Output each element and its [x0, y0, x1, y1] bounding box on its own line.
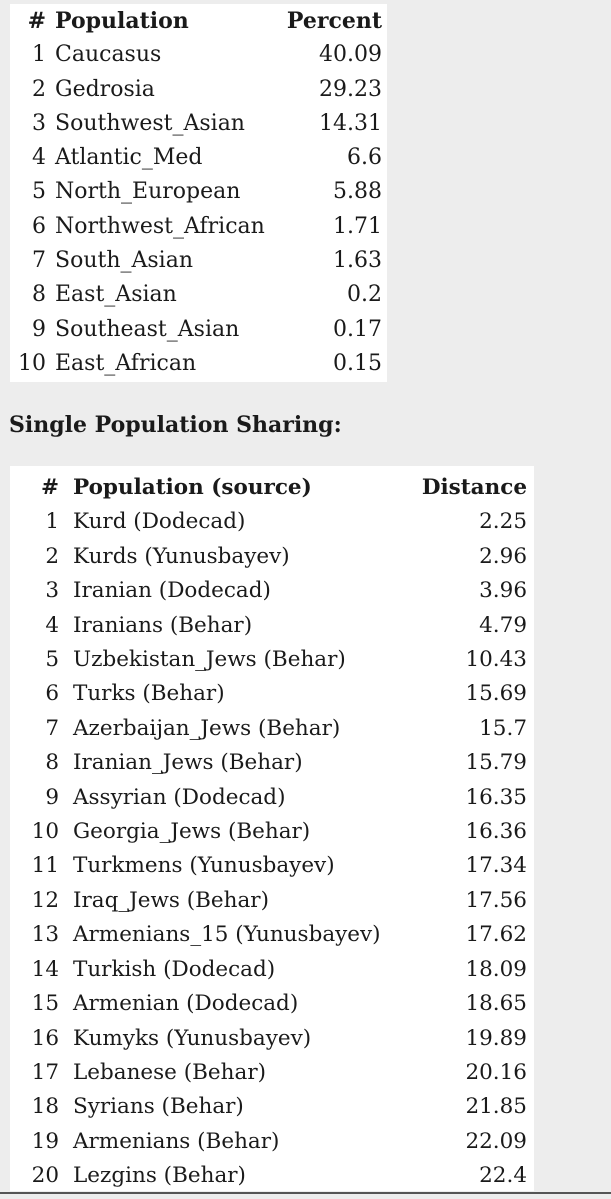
row-value: 0.15	[333, 350, 382, 376]
table-row	[27, 574, 527, 608]
row-value: 17.62	[465, 922, 527, 948]
table-row	[27, 540, 527, 574]
row-number: 2	[32, 76, 46, 102]
ancestry-header-row	[10, 4, 382, 38]
row-value: 1.63	[333, 248, 382, 274]
row-population: Southwest_Asian	[55, 110, 245, 136]
ancestry-table	[10, 4, 382, 381]
row-population: Assyrian (Dodecad)	[73, 784, 286, 810]
row-number: 8	[45, 750, 59, 776]
row-population: East_Asian	[55, 282, 177, 308]
row-population: Kurd (Dodecad)	[73, 509, 246, 535]
row-population: Armenians (Behar)	[73, 1128, 280, 1154]
row-value: 0.17	[333, 316, 382, 342]
row-number: 1	[45, 509, 59, 535]
row-value: 4.79	[479, 612, 527, 638]
row-population: North_European	[55, 179, 241, 205]
row-population: Turkmens (Yunusbayev)	[73, 853, 335, 879]
table-row	[27, 677, 527, 711]
header-number: #	[27, 8, 46, 34]
row-value: 21.85	[465, 1094, 527, 1120]
row-number: 9	[45, 784, 59, 810]
row-population: Turkish (Dodecad)	[73, 956, 276, 982]
row-value: 22.09	[465, 1128, 527, 1154]
table-row	[27, 746, 527, 780]
row-number: 6	[45, 681, 59, 707]
row-population: Kumyks (Yunusbayev)	[73, 1025, 312, 1051]
row-number: 10	[31, 819, 59, 845]
row-number: 1	[32, 42, 46, 68]
row-value: 16.36	[465, 819, 527, 845]
row-population: Kurds (Yunusbayev)	[73, 543, 290, 569]
row-value: 17.56	[465, 887, 527, 913]
table-row	[27, 1159, 527, 1193]
row-number: 6	[32, 213, 46, 239]
row-number: 16	[31, 1025, 59, 1051]
section-title: Single Population Sharing:	[9, 412, 342, 438]
row-population: Armenian (Dodecad)	[73, 991, 299, 1017]
bottom-divider	[0, 1192, 611, 1194]
row-number: 7	[32, 248, 46, 274]
row-value: 3.96	[479, 578, 527, 604]
row-population: Uzbekistan_Jews (Behar)	[73, 647, 346, 673]
row-number: 3	[32, 110, 46, 136]
row-population: Iranian_Jews (Behar)	[73, 750, 303, 776]
row-number: 13	[31, 922, 59, 948]
table-row	[10, 278, 382, 312]
row-value: 17.34	[465, 853, 527, 879]
table-row	[27, 884, 527, 918]
sharing-table-body	[27, 505, 527, 1193]
row-value: 1.71	[333, 213, 382, 239]
row-population: Atlantic_Med	[55, 145, 203, 171]
header-distance: Distance	[421, 475, 527, 500]
row-population: Gedrosia	[55, 76, 155, 102]
row-population: Syrians (Behar)	[73, 1094, 244, 1120]
row-value: 18.09	[465, 956, 527, 982]
row-number: 4	[45, 612, 59, 638]
table-row	[10, 73, 382, 107]
row-number: 12	[31, 887, 59, 913]
table-row	[10, 347, 382, 381]
row-population: Turks (Behar)	[73, 681, 225, 707]
table-row	[27, 918, 527, 952]
table-row	[10, 210, 382, 244]
row-number: 18	[31, 1094, 59, 1120]
row-population: Azerbaijan_Jews (Behar)	[73, 715, 341, 741]
table-row	[27, 1125, 527, 1159]
row-value: 15.79	[465, 750, 527, 776]
row-value: 15.7	[479, 715, 527, 741]
row-value: 16.35	[465, 784, 527, 810]
table-row	[27, 712, 527, 746]
header-percent: Percent	[286, 8, 382, 34]
row-value: 40.09	[319, 42, 382, 68]
table-row	[27, 953, 527, 987]
row-number: 11	[31, 853, 59, 879]
row-population: Lebanese (Behar)	[73, 1059, 266, 1085]
row-number: 7	[45, 715, 59, 741]
table-row	[27, 1090, 527, 1124]
table-row	[10, 244, 382, 278]
table-row	[27, 987, 527, 1021]
row-value: 5.88	[333, 179, 382, 205]
table-row	[10, 141, 382, 175]
header-population-source: Population (source)	[73, 475, 312, 500]
header-number: #	[40, 475, 59, 500]
row-number: 20	[31, 1163, 59, 1189]
table-row	[27, 781, 527, 815]
row-population: South_Asian	[55, 248, 193, 274]
table-row	[27, 849, 527, 883]
row-population: Armenians_15 (Yunusbayev)	[73, 922, 381, 948]
row-value: 18.65	[465, 991, 527, 1017]
table-row	[27, 1056, 527, 1090]
row-value: 0.2	[347, 282, 382, 308]
table-row	[27, 609, 527, 643]
row-number: 15	[31, 991, 59, 1017]
row-value: 2.25	[479, 509, 527, 535]
row-value: 22.4	[479, 1163, 527, 1189]
row-value: 14.31	[319, 110, 382, 136]
row-value: 10.43	[465, 647, 527, 673]
table-row	[27, 505, 527, 539]
row-number: 5	[45, 647, 59, 673]
row-number: 9	[32, 316, 46, 342]
row-population: East_African	[55, 350, 197, 376]
row-number: 8	[32, 282, 46, 308]
row-population: Iranian (Dodecad)	[73, 578, 271, 604]
row-number: 10	[18, 350, 46, 376]
row-number: 5	[32, 179, 46, 205]
table-row	[27, 643, 527, 677]
row-value: 6.6	[347, 145, 382, 171]
sharing-table	[27, 471, 527, 1194]
table-row	[10, 313, 382, 347]
row-number: 19	[31, 1128, 59, 1154]
table-row	[27, 1022, 527, 1056]
row-population: Caucasus	[55, 42, 162, 68]
header-population: Population	[55, 8, 189, 34]
row-population: Iranians (Behar)	[73, 612, 253, 638]
row-number: 2	[45, 543, 59, 569]
row-value: 20.16	[465, 1059, 527, 1085]
row-number: 17	[31, 1059, 59, 1085]
row-value: 15.69	[465, 681, 527, 707]
table-row	[27, 815, 527, 849]
row-population: Iraq_Jews (Behar)	[73, 887, 269, 913]
table-row	[10, 175, 382, 209]
row-value: 29.23	[319, 76, 382, 102]
table-row	[10, 38, 382, 72]
row-number: 3	[45, 578, 59, 604]
row-population: Lezgins (Behar)	[73, 1163, 246, 1189]
row-number: 4	[32, 145, 46, 171]
row-population: Southeast_Asian	[55, 316, 240, 342]
ancestry-table-body	[10, 38, 382, 381]
row-population: Georgia_Jews (Behar)	[73, 819, 311, 845]
row-number: 14	[31, 956, 59, 982]
row-population: Northwest_African	[55, 213, 265, 239]
table-row	[10, 107, 382, 141]
sharing-header-row	[27, 471, 527, 505]
row-value: 2.96	[479, 543, 527, 569]
row-value: 19.89	[465, 1025, 527, 1051]
